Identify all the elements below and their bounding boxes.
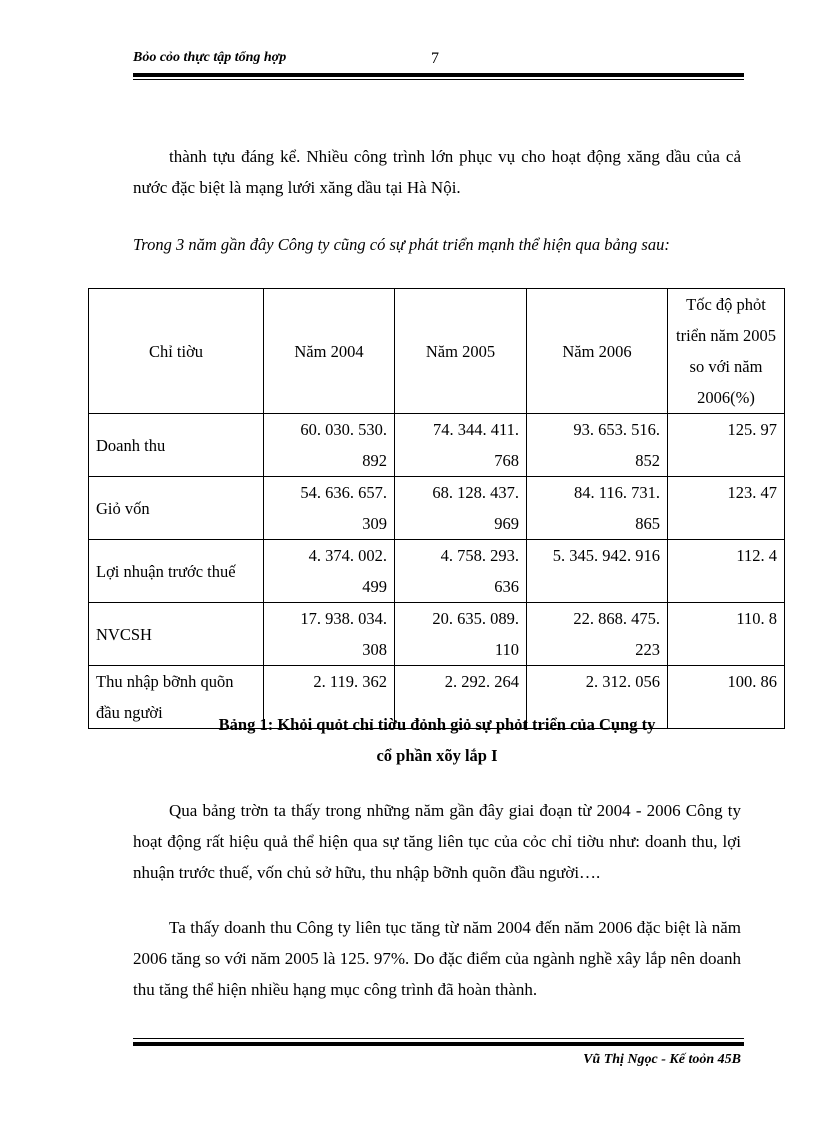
table-row bbox=[89, 477, 785, 540]
value-cell: 2. 312. 056 bbox=[527, 666, 668, 729]
rate-cell: 123. 47 bbox=[668, 477, 785, 540]
value-cell: 68. 128. 437. 969 bbox=[395, 477, 527, 540]
rate-cell: 112. 4 bbox=[668, 540, 785, 603]
header-cell: Năm 2005 bbox=[395, 289, 527, 414]
table-row bbox=[89, 540, 785, 603]
value-cell: 2. 119. 362 bbox=[264, 666, 395, 729]
caption-line-2: cổ phần xõy lắp I bbox=[376, 746, 498, 765]
header-rule-thick bbox=[133, 73, 744, 77]
value-cell: 93. 653. 516. 852 bbox=[527, 414, 668, 477]
value-cell: 22. 868. 475. 223 bbox=[527, 603, 668, 666]
row-label: Lợi nhuận trước thuế bbox=[89, 540, 264, 603]
value-cell: 2. 292. 264 bbox=[395, 666, 527, 729]
paragraph-4: Ta thấy doanh thu Công ty liên tục tăng từ năm 2004 đến năm 2006 đặc biệt là năm 2006 tăng so với năm 2005 là 125. 97%. Do đặc điểm của ngành nghề xây lắp nên doanh thu tăng thể hiện nhiều hạng mục công trình đã hoàn thành. bbox=[133, 918, 741, 999]
table-row bbox=[89, 603, 785, 666]
value-cell: 74. 344. 411. 768 bbox=[395, 414, 527, 477]
value-cell: 4. 758. 293. 636 bbox=[395, 540, 527, 603]
value-cell: 4. 374. 002. 499 bbox=[264, 540, 395, 603]
header-cell: Năm 2004 bbox=[264, 289, 395, 414]
data-table bbox=[88, 288, 785, 729]
value-cell: 20. 635. 089. 110 bbox=[395, 603, 527, 666]
rate-cell: 125. 97 bbox=[668, 414, 785, 477]
footer-rule-thick bbox=[133, 1042, 744, 1046]
page-number: 7 bbox=[431, 50, 439, 67]
footer-rule-thin bbox=[133, 1038, 744, 1039]
caption-line-1: Bảng 1: Khỏi quỏt chỉ tiờu đỏnh giỏ sự phỏt triển của Cụng ty bbox=[218, 715, 656, 734]
row-label: Thu nhập bỡnh quõn đầu người bbox=[89, 666, 264, 729]
paragraph-2: Trong 3 năm gần đây Công ty cũng có sự phát triển mạnh thể hiện qua bảng sau: bbox=[133, 235, 670, 254]
header-rule-thin bbox=[133, 79, 744, 80]
table-row bbox=[89, 414, 785, 477]
row-label: Giỏ vốn bbox=[89, 477, 264, 540]
row-label: Doanh thu bbox=[89, 414, 264, 477]
paragraph-3: Qua bảng trờn ta thấy trong những năm gần đây giai đoạn từ 2004 - 2006 Công ty hoạt động rất hiệu quả thể hiện qua sự tăng liên tục của cỏc chỉ tiờu như: doanh thu, lợi nhuận trước thuế, vốn chủ sở hữu, thu nhập bỡnh quõn đầu người…. bbox=[133, 801, 741, 882]
header-cell: Năm 2006 bbox=[527, 289, 668, 414]
paragraph-1: thành tựu đáng kể. Nhiều công trình lớn phục vụ cho hoạt động xăng dầu của cả nước đặc biệt là mạng lưới xăng dầu tại Hà Nội. bbox=[133, 147, 741, 197]
table-caption bbox=[133, 709, 741, 771]
header-cell: Chỉ tiờu bbox=[89, 289, 264, 414]
value-cell: 60. 030. 530. 892 bbox=[264, 414, 395, 477]
header-title: Bỏo cỏo thực tập tổng hợp bbox=[133, 50, 287, 65]
value-cell: 84. 116. 731. 865 bbox=[527, 477, 668, 540]
rate-cell: 100. 86 bbox=[668, 666, 785, 729]
footer-author: Vũ Thị Ngọc - Kế toỏn 45B bbox=[583, 1052, 741, 1067]
value-cell: 5. 345. 942. 916 bbox=[527, 540, 668, 603]
row-label: NVCSH bbox=[89, 603, 264, 666]
table-header-row bbox=[89, 289, 785, 414]
header-cell: Tốc độ phỏt triển năm 2005 so với năm 2006(%) bbox=[668, 289, 785, 414]
rate-cell: 110. 8 bbox=[668, 603, 785, 666]
value-cell: 17. 938. 034. 308 bbox=[264, 603, 395, 666]
value-cell: 54. 636. 657. 309 bbox=[264, 477, 395, 540]
